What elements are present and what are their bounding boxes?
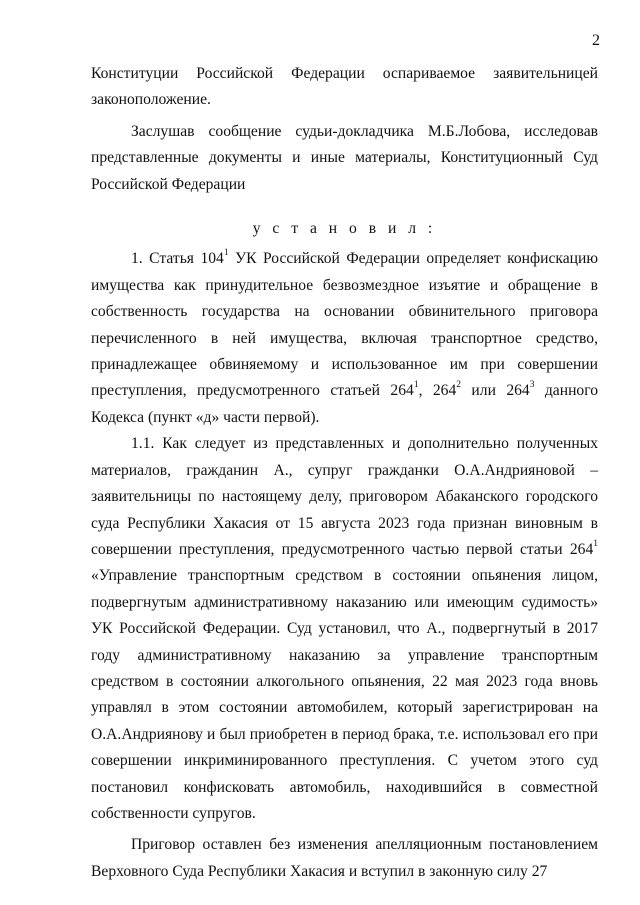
superscript: 1 <box>223 248 229 259</box>
text-segment: 1. Статья 104 <box>131 250 224 268</box>
paragraph-verdict-upheld: Приговор оставлен без изменения апелляционным постановлением Верховного Суда Республики Хакасия и вступил в законную силу 27 <box>91 836 598 880</box>
document-body <box>91 61 598 885</box>
text-segment: или 264 <box>461 382 530 400</box>
page-number: 2 <box>592 32 600 49</box>
paragraph-article-104 <box>91 246 598 431</box>
paragraph-hearing: Заслушав сообщение судьи-докладчика М.Б.Лобова, исследовав представленные документы и иные материалы, Конституционный Суд Российской Федерации <box>91 122 598 193</box>
text-segment: «Управление транспортным средством в состоянии опьянения лицом, подвергнутым административному наказанию или имеющим судимость» УК Российской Федерации. Суд установил, что А., подвергнутый в 2017 году административному наказанию за управление транспортным средством в состоянии алкогольного опьянения, 22 мая 2023 года вновь управлял в этом состоянии автомобилем, который зарегистрирован на О.А.Андриянову и был приобретен в период брака, т.е. использовал его при совершении инкриминированного преступления. С учетом этого суд постановил конфисковать автомобиль, находившийся в совместной собственности супругов. <box>91 567 598 822</box>
superscript: 3 <box>529 380 535 391</box>
text-segment: УК Российской Федерации определяет конфискацию имущества как принудительное безвозмездное изъятие и обращение в собственность государства на основании обвинительного приговора перечисленного в ней имущества, включая транспортное средство, принадлежащее обвиняемому и использованное им при совершении преступления, предусмотренного статьей 264 <box>91 250 599 400</box>
text-segment: , 264 <box>418 382 457 400</box>
text-segment: данного Кодекса (пункт «д» части первой). <box>91 382 599 426</box>
paragraph-constitution-clause: Конституции Российской Федерации оспариваемое заявительницей законоположение. <box>91 65 598 109</box>
section-heading: у с т а н о в и л : <box>252 220 437 238</box>
superscript: 2 <box>456 380 462 391</box>
superscript: 1 <box>593 538 598 549</box>
paragraph-case-facts <box>91 431 598 827</box>
text-segment: 1.1. Как следует из представленных и дополнительно полученных материалов, гражданин А., супруг гражданки О.А.Андрияновой – заявительницы по настоящему делу, приговором Абаканского городского суда Республики Хакасия от 15 августа 2023 года признан виновным в совершении преступления, предусмотренного частью первой статьи 264 <box>91 435 598 558</box>
superscript: 1 <box>413 380 419 391</box>
